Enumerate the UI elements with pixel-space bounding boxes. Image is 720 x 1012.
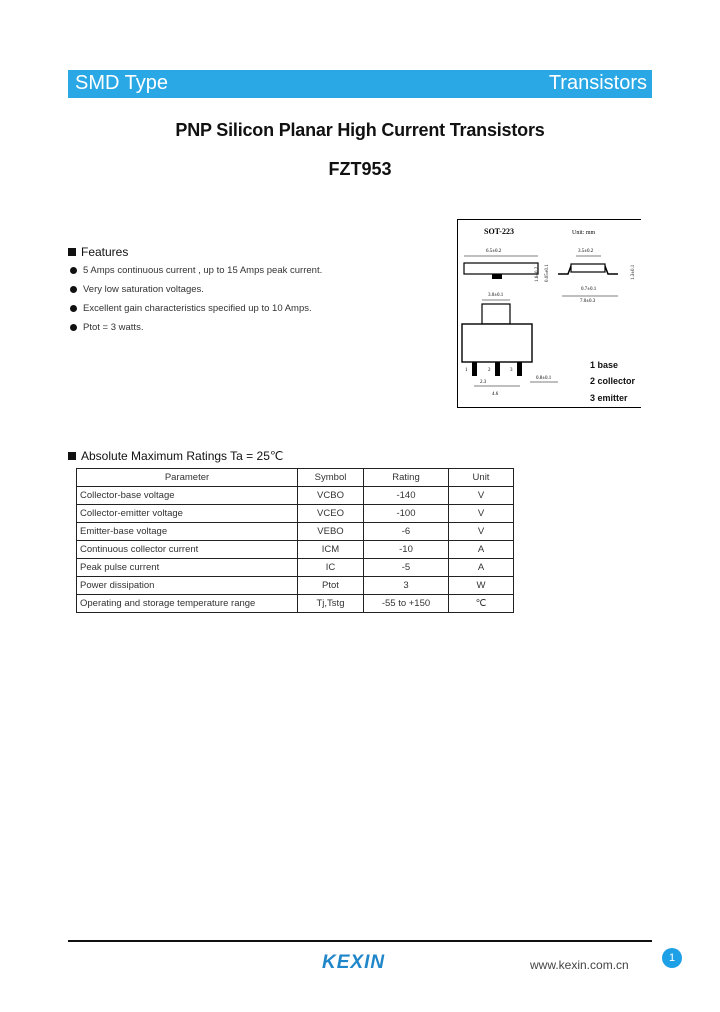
page-number: 1 bbox=[662, 948, 682, 968]
svg-text:2: 2 bbox=[488, 368, 491, 373]
table-cell: VCEO bbox=[298, 505, 364, 523]
table-cell: -55 to +150 bbox=[364, 595, 449, 613]
table-cell: Tj,Tstg bbox=[298, 595, 364, 613]
square-bullet-icon bbox=[68, 248, 76, 256]
header-product-type: Transistors bbox=[548, 72, 647, 94]
dim-label: 3.0±0.1 bbox=[488, 293, 504, 298]
dim-label: 1.3±0.1 bbox=[631, 264, 636, 280]
header-banner bbox=[68, 70, 652, 98]
company-url[interactable]: www.kexin.com.cn bbox=[530, 958, 629, 972]
package-name: SOT-223 bbox=[484, 227, 514, 236]
header-category: SMD Type bbox=[75, 72, 168, 94]
table-cell: V bbox=[449, 487, 514, 505]
table-cell: 3 bbox=[364, 577, 449, 595]
table-cell: Collector-base voltage bbox=[77, 487, 298, 505]
footer-divider bbox=[68, 940, 652, 942]
dim-label: 0.05±0.1 bbox=[545, 264, 550, 282]
table-cell: ICM bbox=[298, 541, 364, 559]
dim-label: 6.5±0.2 bbox=[486, 249, 502, 254]
table-cell: A bbox=[449, 559, 514, 577]
dim-label: 4.6 bbox=[492, 392, 499, 397]
features-list bbox=[70, 265, 322, 341]
table-cell: -100 bbox=[364, 505, 449, 523]
table-row bbox=[77, 505, 514, 523]
page-title: PNP Silicon Planar High Current Transistors bbox=[175, 120, 545, 140]
table-cell: -6 bbox=[364, 523, 449, 541]
table-row bbox=[77, 487, 514, 505]
features-heading: Features bbox=[68, 245, 128, 259]
list-item: Very low saturation voltages. bbox=[70, 284, 322, 303]
bullet-icon bbox=[70, 286, 77, 293]
column-header: Parameter bbox=[77, 469, 298, 487]
table-cell: Operating and storage temperature range bbox=[77, 595, 298, 613]
table-cell: -5 bbox=[364, 559, 449, 577]
table-cell: Power dissipation bbox=[77, 577, 298, 595]
pin-label-collector: 2 collector bbox=[590, 376, 636, 386]
bullet-icon bbox=[70, 305, 77, 312]
table-row bbox=[77, 595, 514, 613]
dim-label: 2.3 bbox=[480, 380, 487, 385]
table-cell: V bbox=[449, 523, 514, 541]
pin-label-emitter: 3 emitter bbox=[590, 393, 628, 403]
table-cell: -10 bbox=[364, 541, 449, 559]
dim-label: 3.5±0.2 bbox=[578, 249, 594, 254]
table-cell: ℃ bbox=[449, 595, 514, 613]
square-bullet-icon bbox=[68, 452, 76, 460]
table-cell: V bbox=[449, 505, 514, 523]
table-cell: VCBO bbox=[298, 487, 364, 505]
table-cell: Emitter-base voltage bbox=[77, 523, 298, 541]
bullet-icon bbox=[70, 324, 77, 331]
table-row bbox=[77, 577, 514, 595]
table-header-row bbox=[77, 469, 514, 487]
table-cell: W bbox=[449, 577, 514, 595]
pin-label-base: 1 base bbox=[590, 360, 619, 370]
dim-label: 0.8±0.1 bbox=[536, 376, 552, 381]
table-cell: Continuous collector current bbox=[77, 541, 298, 559]
table-cell: -140 bbox=[364, 487, 449, 505]
company-logo: KEXIN bbox=[322, 952, 386, 973]
column-header: Symbol bbox=[298, 469, 364, 487]
list-item: Excellent gain characteristics specified up to 10 Amps. bbox=[70, 303, 322, 322]
list-item: Ptot = 3 watts. bbox=[70, 322, 322, 341]
ratings-heading: Absolute Maximum Ratings Ta = 25℃ bbox=[68, 449, 283, 463]
table-row bbox=[77, 559, 514, 577]
dim-label: 1.6±0.2 bbox=[535, 266, 540, 282]
svg-text:3: 3 bbox=[510, 368, 513, 373]
table-cell: Peak pulse current bbox=[77, 559, 298, 577]
dim-label: 0.7±0.1 bbox=[581, 287, 597, 292]
table-row bbox=[77, 523, 514, 541]
table-cell: A bbox=[449, 541, 514, 559]
unit-label: Unit: mm bbox=[572, 230, 596, 236]
table-cell: VEBO bbox=[298, 523, 364, 541]
table-cell: IC bbox=[298, 559, 364, 577]
table-cell: Ptot bbox=[298, 577, 364, 595]
ratings-table bbox=[76, 468, 514, 613]
part-number: FZT953 bbox=[328, 159, 392, 179]
list-item: 5 Amps continuous current , up to 15 Amps peak current. bbox=[70, 265, 322, 284]
bullet-icon bbox=[70, 267, 77, 274]
table-cell: Collector-emitter voltage bbox=[77, 505, 298, 523]
svg-text:1: 1 bbox=[465, 368, 468, 373]
column-header: Rating bbox=[364, 469, 449, 487]
dim-label: 7.0±0.3 bbox=[580, 299, 596, 304]
table-row bbox=[77, 541, 514, 559]
column-header: Unit bbox=[449, 469, 514, 487]
